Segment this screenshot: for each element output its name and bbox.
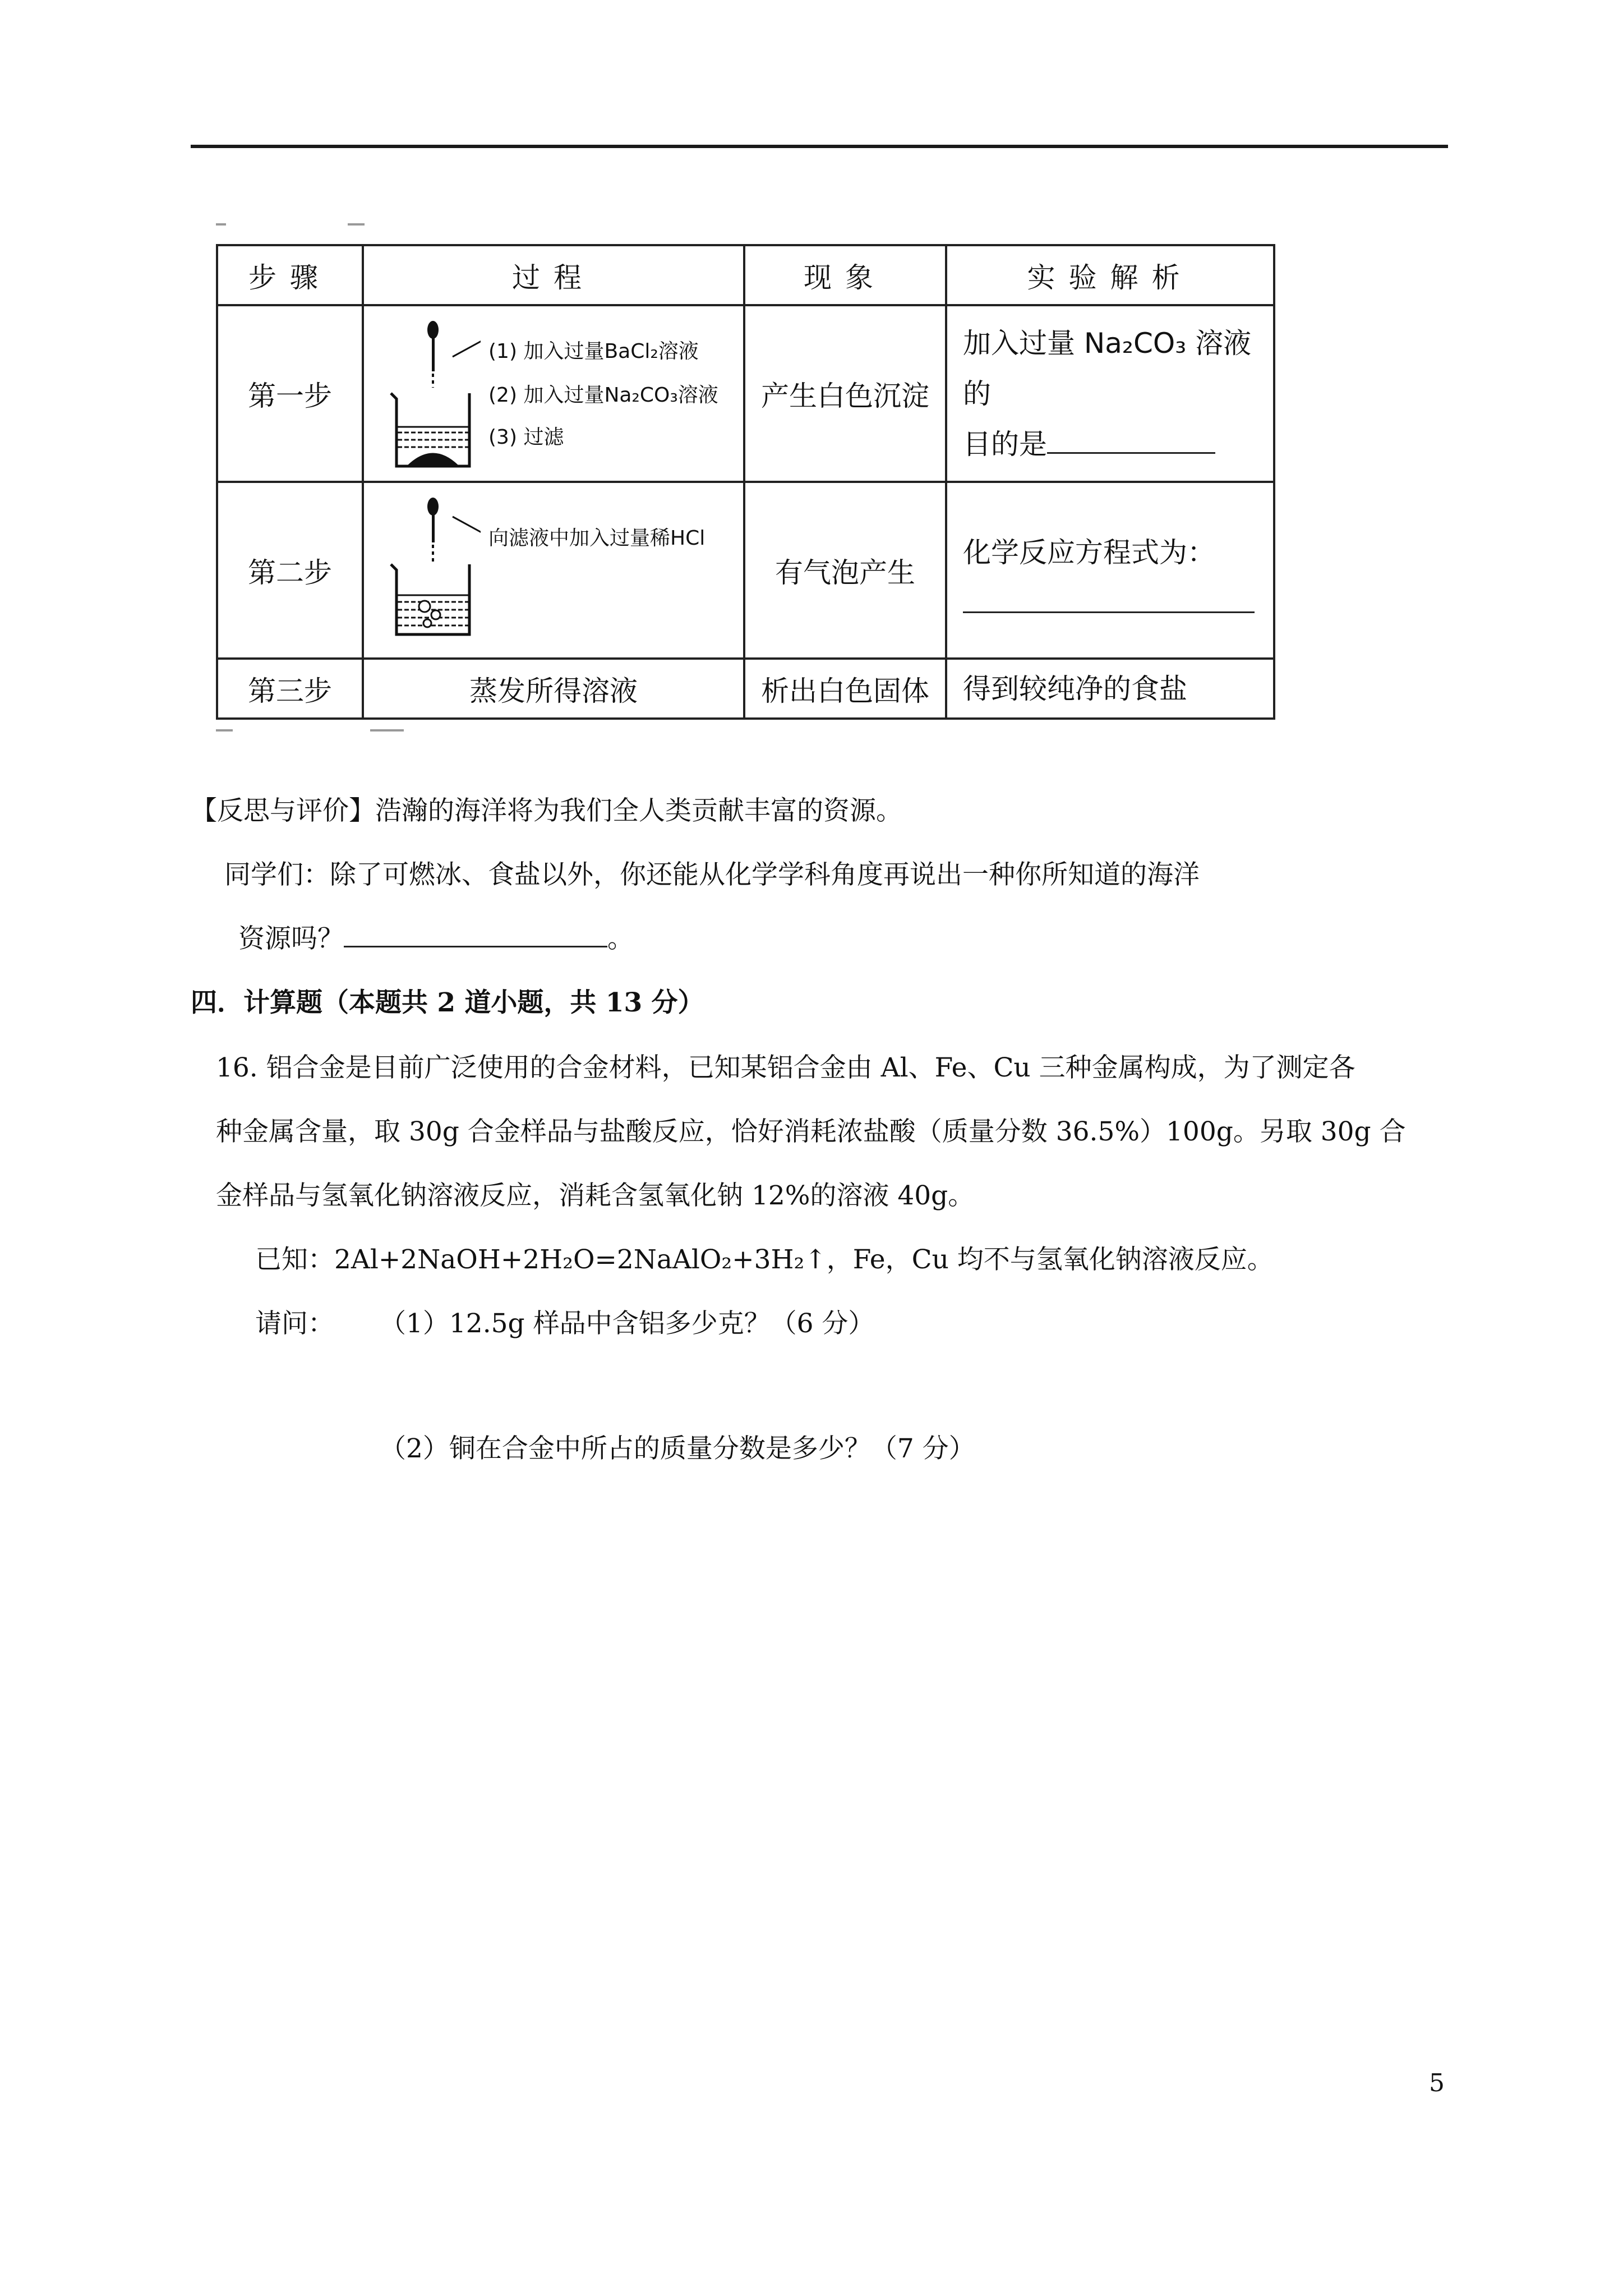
known-condition [255, 1239, 1274, 1276]
known-prefix: 已知： [255, 1244, 334, 1275]
page-number: 5 [1429, 2069, 1445, 2097]
analysis-cell [946, 482, 1274, 659]
scan-mark [216, 223, 226, 226]
chemical-equation: 2Al+2NaOH+2H₂O=2NaAlO₂+3H₂↑ [334, 1244, 827, 1275]
phenomenon-cell: 析出白色固体 [744, 659, 946, 719]
header-process: 过程 [363, 245, 744, 305]
process-cell: 蒸发所得溶液 [363, 659, 744, 719]
scan-mark [370, 729, 404, 731]
ask-row [255, 1303, 874, 1340]
reflection-question-suffix: 。 [607, 923, 634, 954]
process-step-1: 向滤液中加入过量稀HCl [488, 527, 706, 550]
answer-blank[interactable] [344, 921, 607, 947]
analysis-text: 化学反应方程式为： [963, 536, 1215, 569]
scan-mark [216, 729, 233, 731]
analysis-text: 加入过量 Na₂CO₃ 溶液的 [963, 326, 1252, 410]
header-step: 步骤 [217, 245, 363, 305]
phenomenon-cell: 有气泡产生 [744, 482, 946, 659]
reflection-question: 同学们：除了可燃冰、食盐以外，你还能从化学学科角度再说出一种你所知道的海洋 [224, 859, 1200, 890]
known-suffix: ，Fe，Cu 均不与氢氧化钠溶液反应。 [826, 1244, 1274, 1275]
question-text: 金样品与氢氧化钠溶液反应，消耗含氢氧化钠 12%的溶液 40g。 [216, 1180, 975, 1211]
question-text: 种金属含量，取 30g 合金样品与盐酸反应，恰好消耗浓盐酸（质量分数 36.5%）100g。另取 30g 合 [216, 1116, 1406, 1147]
answer-blank[interactable] [1047, 430, 1215, 454]
section-title: 四．计算题（本题共 2 道小题，共 13 分） [191, 987, 704, 1018]
phenomenon-cell: 产生白色沉淀 [744, 305, 946, 482]
process-step-1: (1) 加入过量BaCl₂溶液 [488, 340, 699, 363]
answer-blank[interactable] [963, 595, 1255, 613]
scan-mark [348, 223, 365, 226]
table-header-row [217, 245, 1274, 305]
analysis-cell: 得到较纯净的食盐 [946, 659, 1274, 719]
process-step-2: (2) 加入过量Na₂CO₃溶液 [488, 384, 718, 407]
table-row [217, 305, 1274, 482]
step-label: 第二步 [217, 482, 363, 659]
reflection-question [238, 918, 634, 955]
sub-question: （2）铜在合金中所占的质量分数是多少？（7 分） [380, 1433, 975, 1464]
sub-question: （1）12.5g 样品中含铝多少克？（6 分） [380, 1308, 875, 1339]
step-label: 第一步 [217, 305, 363, 482]
beaker-dropper-icon [385, 494, 481, 651]
header-phenomenon: 现象 [744, 245, 946, 305]
header-rule [191, 145, 1448, 148]
table-row [217, 482, 1274, 659]
analysis-text: 目的是 [963, 427, 1047, 461]
analysis-cell [946, 305, 1274, 482]
process-step-3: (3) 过滤 [488, 426, 564, 449]
reflection-question-prefix: 资源吗？ [238, 923, 344, 954]
beaker-dropper-icon [385, 318, 481, 475]
header-analysis: 实验解析 [946, 245, 1274, 305]
reflection-title: 【反思与评价】浩瀚的海洋将为我们全人类贡献丰富的资源。 [191, 795, 902, 826]
step-label: 第三步 [217, 659, 363, 719]
process-cell [363, 482, 744, 659]
process-cell [363, 305, 744, 482]
ask-label: 请问： [255, 1308, 334, 1339]
table-row [217, 659, 1274, 719]
experiment-table [216, 244, 1275, 720]
question-text: 16. 铝合金是目前广泛使用的合金材料，已知某铝合金由 Al、Fe、Cu 三种金属构成，为了测定各 [216, 1052, 1355, 1083]
